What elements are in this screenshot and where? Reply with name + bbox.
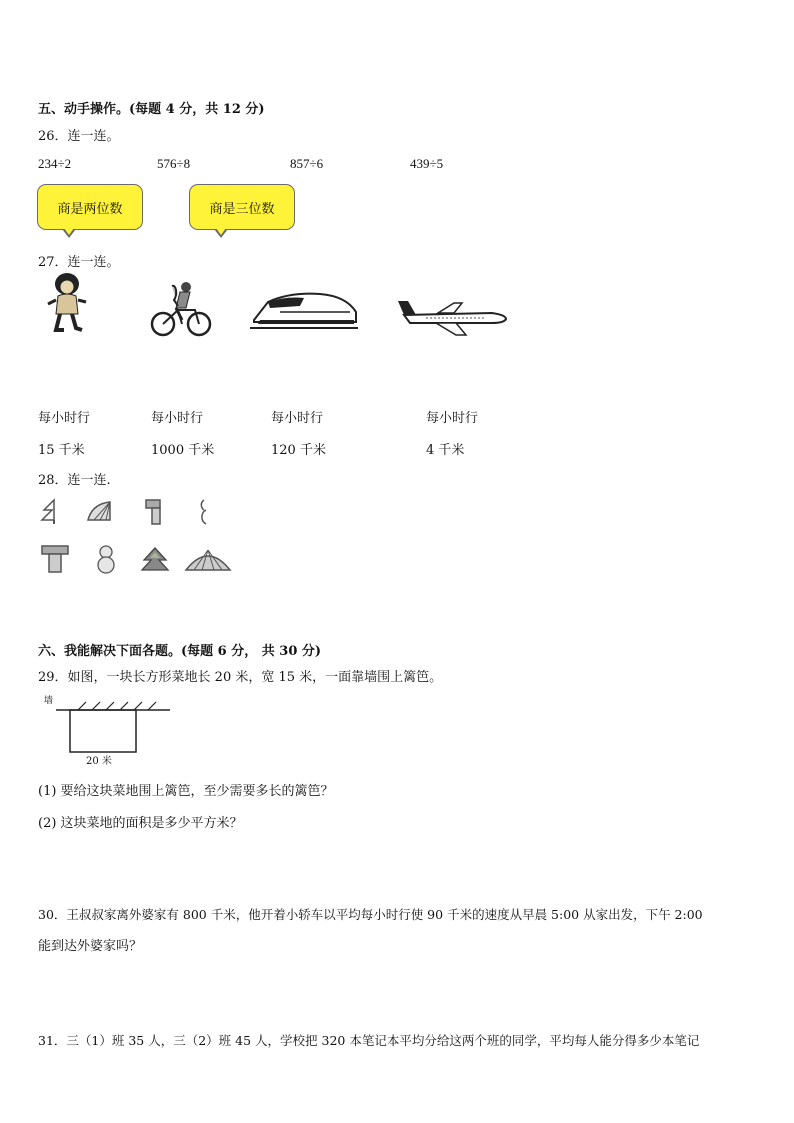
expression-1: 234÷2 (38, 156, 72, 171)
expression-4: 439÷5 (410, 156, 444, 171)
half-tree-icon (40, 498, 60, 524)
speed-label-1-line1: 每小时行 (38, 411, 91, 426)
bubble-label: 商是两位数 (57, 201, 123, 217)
speed-label-3-line2: 120 千米 (271, 443, 326, 458)
umbrella-icon (184, 548, 232, 572)
half-snowman-icon (196, 498, 210, 526)
speed-label-2-line1: 每小时行 (151, 411, 204, 426)
expression-2: 576÷8 (157, 156, 191, 171)
question-30-line-1: 30．王叔叔家离外婆家有 800 千米，他开着小轿车以平均每小时行使 90 千米的速度从早晨 5:00 从家出发，下午 2:00 (38, 907, 703, 922)
length-label: 20 米 (86, 756, 112, 767)
mushroom-icon (40, 544, 70, 574)
question-29-text: 29．如图，一块长方形菜地长 20 米，宽 15 米，一面靠墙围上篱笆。 (38, 670, 443, 685)
speed-label-2-line2: 1000 千米 (151, 443, 215, 458)
question-28-label: 28．连一连. (38, 473, 111, 488)
speed-label-4-line2: 4 千米 (426, 443, 465, 458)
question-30-line-2: 能到达外婆家吗？ (38, 939, 143, 954)
question-29-sub-2: (2) 这块菜地的面积是多少平方米？ (38, 816, 243, 831)
snowman-icon (96, 544, 116, 574)
question-27-label: 27．连一连。 (38, 255, 120, 270)
tree-icon (140, 546, 170, 574)
person-walking-icon (44, 270, 92, 336)
expression-3: 857÷6 (290, 156, 324, 171)
question-29-sub-1: (1) 要给这块菜地围上篱笆，至少需要多长的篱笆？ (38, 784, 334, 799)
question-26-label: 26．连一连。 (38, 129, 120, 144)
section-5-heading: 五、动手操作。(每题 4 分，共 12 分) (38, 102, 265, 117)
bubble-label: 商是三位数 (209, 201, 275, 217)
section-6-heading: 六、我能解决下面各题。(每题 6 分， 共 30 分) (38, 644, 322, 659)
bubble-two-digit-quotient (37, 184, 143, 230)
airplane-icon (396, 297, 508, 337)
speed-label-1-line2: 15 千米 (38, 443, 85, 458)
speed-label-3-line1: 每小时行 (271, 411, 324, 426)
question-31-line-1: 31．三（1）班 35 人，三（2）班 45 人，学校把 320 本笔记本平均分给这两个班的同学，平均每人能分得多少本笔记 (38, 1033, 700, 1048)
speed-label-4-line1: 每小时行 (426, 411, 479, 426)
bubble-three-digit-quotient (189, 184, 295, 230)
half-mushroom-icon (144, 498, 162, 526)
wall-label: 墙 (44, 696, 54, 706)
half-umbrella-icon (86, 500, 114, 522)
cyclist-icon (150, 280, 212, 338)
high-speed-train-icon (250, 290, 360, 334)
